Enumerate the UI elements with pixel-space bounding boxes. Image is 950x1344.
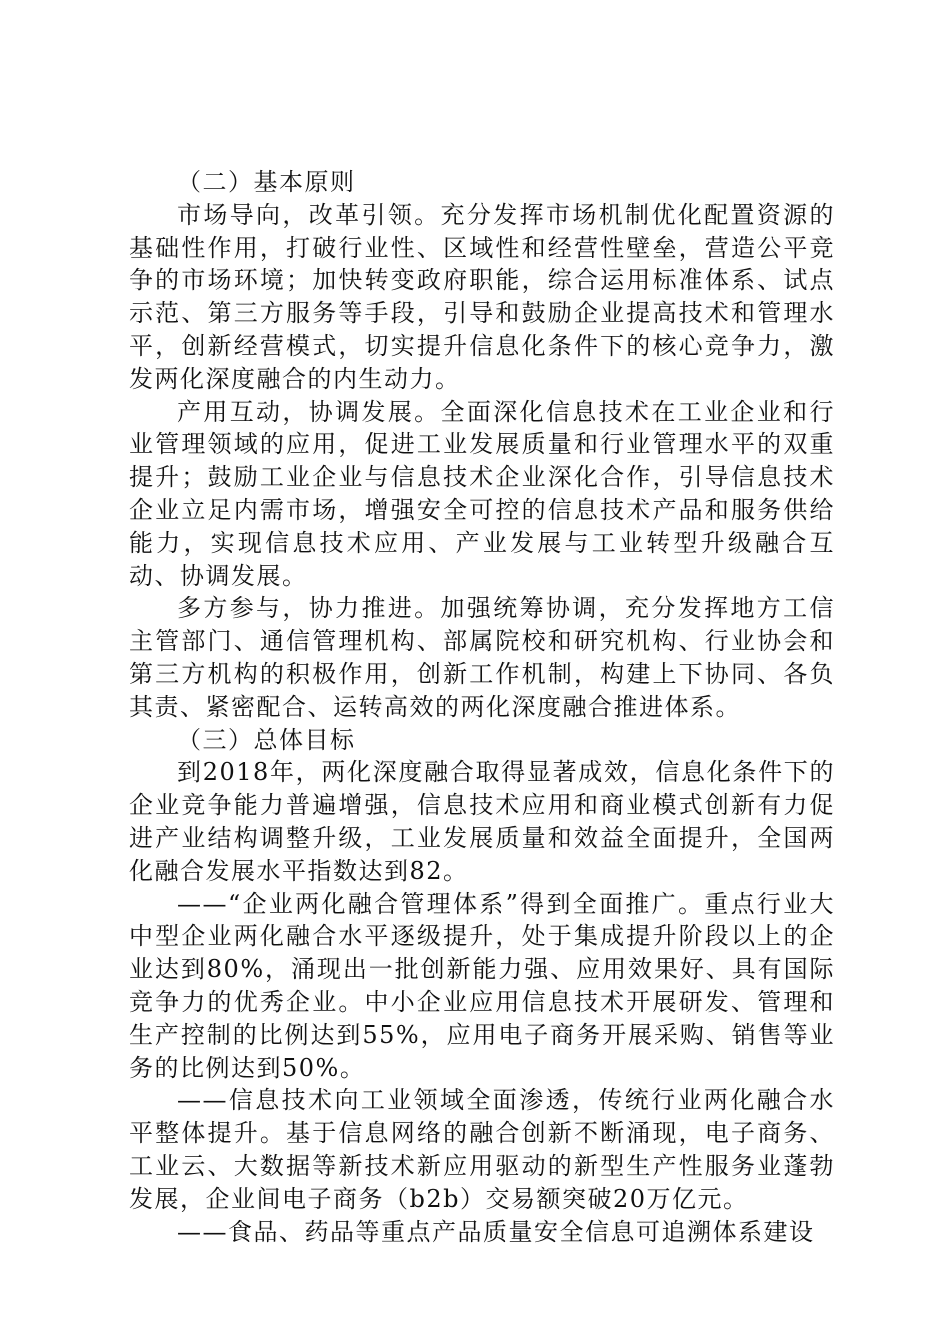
paragraph-traceability: ——食品、药品等重点产品质量安全信息可追溯体系建设	[177, 1217, 815, 1246]
paragraph-production-use-interaction: 产用互动，协调发展。全面深化信息技术在工业企业和行业管理领域的应用，促进工业发展质量和行业管理水平的双重提升；鼓励工业企业与信息技术企业深化合作，引导信息技术企业立足内需市场，增强安全可控的信息技术产品和服务供给能力，实现信息技术应用、产业发展与工业转型升级融合互动、协调发展。	[129, 397, 835, 590]
section-heading-basic-principles: （二）基本原则	[177, 168, 356, 196]
section-heading-overall-goals: （三）总体目标	[177, 725, 356, 754]
paragraph-it-penetration: ——信息技术向工业领域全面渗透，传统行业两化融合水平整体提升。基于信息网络的融合创新不断涌现，电子商务、工业云、大数据等新技术新应用驱动的新型生产性服务业蓬勃发展，企业间电子商务（b2b）交易额突破20万亿元。	[129, 1086, 835, 1213]
document-body	[129, 166, 835, 1248]
paragraph-management-system: ——“企业两化融合管理体系”得到全面推广。重点行业大中型企业两化融合水平逐级提升，处于集成提升阶段以上的企业达到80%，涌现出一批创新能力强、应用效果好、具有国际竞争力的优秀企业。中小企业应用信息技术开展研发、管理和生产控制的比例达到55%，应用电子商务开展采购、销售等业务的比例达到50%。	[129, 889, 835, 1082]
paragraph-multi-party-participation: 多方参与，协力推进。加强统筹协调，充分发挥地方工信主管部门、通信管理机构、部属院校和研究机构、行业协会和第三方机构的积极作用，创新工作机制，构建上下协同、各负其责、紧密配合、运转高效的两化深度融合推进体系。	[129, 594, 835, 721]
paragraph-goal-2018: 到2018年，两化深度融合取得显著成效，信息化条件下的企业竞争能力普遍增强，信息技术应用和商业模式创新有力促进产业结构调整升级，工业发展质量和效益全面提升，全国两化融合发展水平指数达到82。	[129, 758, 835, 885]
paragraph-market-oriented: 市场导向，改革引领。充分发挥市场机制优化配置资源的基础性作用，打破行业性、区域性和经营性壁垒，营造公平竞争的市场环境；加快转变政府职能，综合运用标准体系、试点示范、第三方服务等手段，引导和鼓励企业提高技术和管理水平，创新经营模式，切实提升信息化条件下的核心竞争力，激发两化深度融合的内生动力。	[129, 200, 835, 393]
